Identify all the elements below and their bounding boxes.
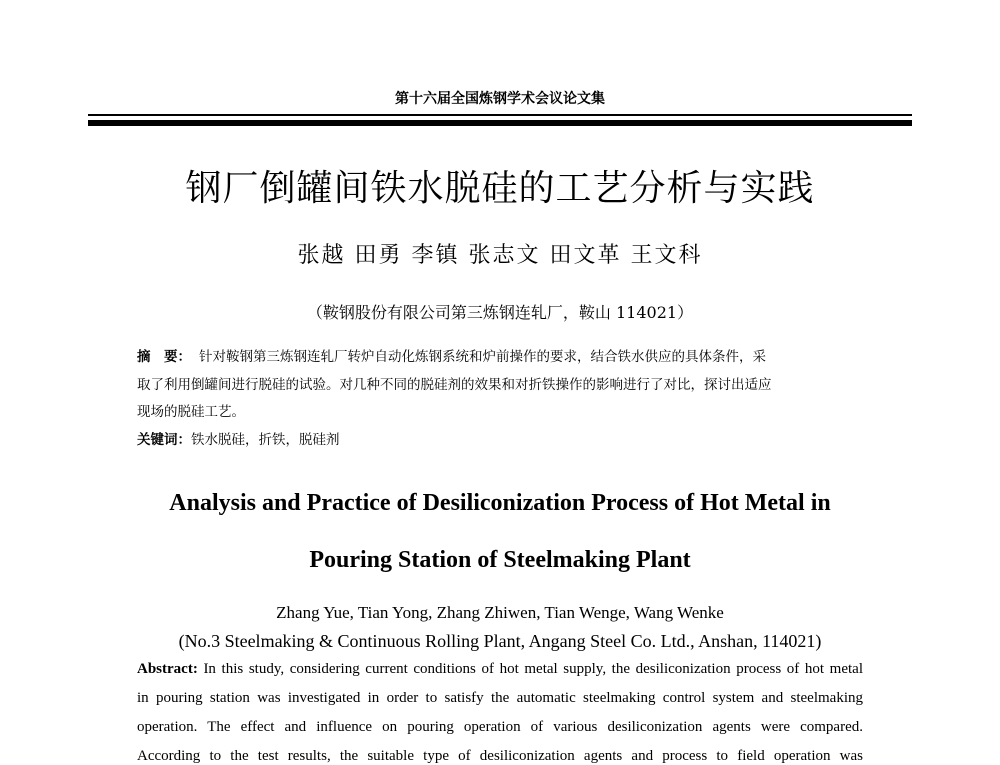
affiliation-cn: （鞍钢股份有限公司第三炼钢连轧厂，鞍山 114021）	[306, 303, 694, 322]
keywords-cn-label: 关键词：	[137, 432, 191, 448]
abstract-cn-text: 针对鞍钢第三炼钢连轧厂转炉自动化炼钢系统和炉前操作的要求，结合铁水供应的具体条件，采	[199, 349, 766, 365]
abstract-en-line: According to the test results, the suitable type of desiliconization agents and process to field operation was	[137, 748, 863, 764]
abstract-en-line: in pouring station was investigated in order to satisfy the automatic steelmaking control system and steelmaking	[137, 690, 863, 706]
title-en-line-2: Pouring Station of Steelmaking Plant	[309, 547, 691, 573]
keywords-cn-text: 铁水脱硅，折铁，脱硅剂	[191, 432, 340, 448]
abstract-en-line: operation. The effect and influence on pouring operation of various desiliconization agents were compared.	[137, 719, 863, 735]
keywords-cn	[137, 428, 863, 448]
authors-en: Zhang Yue, Tian Yong, Zhang Zhiwen, Tian Wenge, Wang Wenke	[276, 603, 724, 622]
abstract-cn-line	[137, 345, 863, 365]
authors-cn: 张越 田勇 李镇 张志文 田文革 王文科	[297, 243, 703, 268]
abstract-cn-line: 现场的脱硅工艺。	[137, 404, 245, 420]
abstract-en-line	[137, 661, 863, 678]
header-rule-thin	[88, 114, 912, 116]
abstract-cn-line: 取了利用倒罐间进行脱硅的试验。对几种不同的脱硅剂的效果和对折铁操作的影响进行了对比，探讨出适应	[137, 377, 772, 393]
abstract-cn-label: 摘 要：	[137, 349, 191, 365]
title-cn: 钢厂倒罐间铁水脱硅的工艺分析与实践	[185, 168, 815, 209]
title-en-line-1: Analysis and Practice of Desiliconization Process of Hot Metal in	[169, 490, 831, 516]
affiliation-en: (No.3 Steelmaking & Continuous Rolling Plant, Angang Steel Co. Ltd., Anshan, 114021)	[178, 631, 822, 651]
abstract-en-label: Abstract:	[137, 661, 198, 677]
running-header: 第十六届全国炼钢学术会议论文集	[395, 91, 605, 107]
header-rule-thick	[88, 120, 912, 126]
abstract-en-text: In this study, considering current conditions of hot metal supply, the desiliconization process of hot metal	[203, 661, 863, 677]
